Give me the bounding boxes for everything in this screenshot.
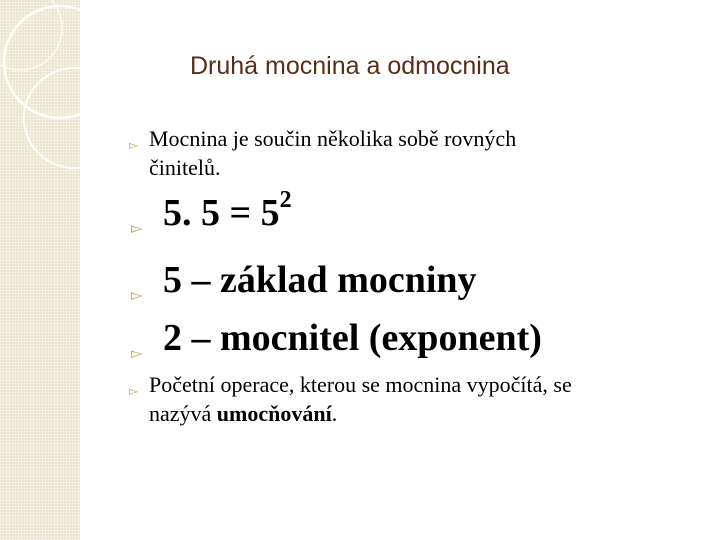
- arrow-bullet-icon: ▻: [131, 219, 143, 237]
- equation-text: [131, 187, 292, 234]
- arrow-bullet-icon: ▻: [131, 286, 143, 304]
- arrow-bullet-icon: ▻: [131, 344, 143, 362]
- bullet-base: [131, 258, 477, 302]
- bullet-text-line1: Mocnina je součin několika sobě rovných: [149, 126, 517, 151]
- operation-suffix: .: [331, 401, 338, 426]
- operation-prefix: nazývá: [149, 401, 217, 426]
- bullet-equation: [131, 187, 292, 237]
- operation-term: umocňování: [216, 401, 332, 426]
- arrow-bullet-icon: ▻: [129, 138, 139, 152]
- equation-exponent: 2: [279, 187, 292, 214]
- bullet-operation: [131, 370, 701, 428]
- bullet-exponent: [131, 316, 542, 360]
- equation-base: 5. 5 = 5: [163, 192, 280, 234]
- slide-title: Druhá mocnina a odmocnina: [190, 52, 510, 80]
- base-text: 5 – základ mocniny: [163, 259, 477, 301]
- operation-text-line2: [131, 399, 701, 428]
- bullet-text-line2: činitelů.: [149, 155, 221, 180]
- operation-text-line1: Početní operace, kterou se mocnina vypočítá, se: [149, 372, 572, 397]
- arrow-bullet-icon: ▻: [129, 384, 139, 398]
- bullet-definition: [131, 124, 671, 182]
- exponent-text: 2 – mocnitel (exponent): [163, 317, 542, 359]
